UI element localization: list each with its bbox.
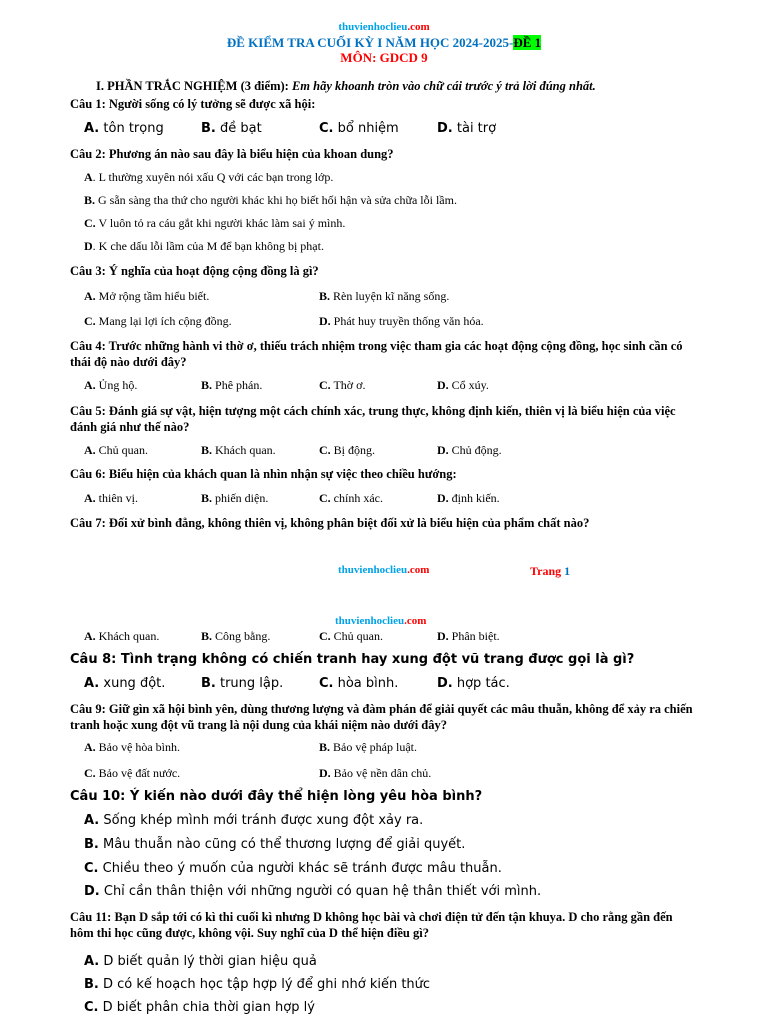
option-8b[interactable]: B. trung lập.	[201, 676, 284, 691]
option-7b[interactable]: B. Công bằng.	[201, 629, 271, 643]
brand-name: thuvienhoclieu	[338, 21, 408, 33]
option-7d[interactable]: D. Phân biệt.	[437, 629, 500, 643]
option-10d[interactable]: D. Chỉ cần thân thiện với những người có quan hệ thân thiết với mình.	[84, 884, 542, 899]
question-2: Câu 2: Phương án nào sau đây là biểu hiện của khoan dung?	[70, 147, 394, 161]
option-10a[interactable]: A. Sống khép mình mới tránh được xung đột xảy ra.	[84, 813, 424, 828]
option-5a[interactable]: A. Chủ quan.	[84, 443, 149, 457]
option-4d[interactable]: D. Cổ xúy.	[437, 378, 489, 392]
option-8c[interactable]: C. hòa bình.	[319, 676, 399, 691]
option-2b[interactable]: B. G sẵn sàng tha thứ cho người khác khi họ biết hối hận và sửa chữa lỗi lầm.	[84, 193, 457, 207]
question-9: Câu 9: Giữ gìn xã hội bình yên, dùng thương lượng và đàm phán để giải quyết các mâu thuẫn, không để xảy ra chiến tranh hoặc xung đột vũ trang là nội dung của khái niệm nào dưới đây?	[70, 702, 693, 732]
option-5b[interactable]: B. Khách quan.	[201, 443, 276, 457]
option-6d[interactable]: D. định kiến.	[437, 491, 500, 505]
question-3: Câu 3: Ý nghĩa của hoạt động cộng đồng là gì?	[70, 264, 319, 278]
option-5d[interactable]: D. Chủ động.	[437, 443, 502, 457]
option-11a[interactable]: A. D biết quản lý thời gian hiệu quả	[84, 954, 317, 969]
option-11b[interactable]: B. D có kế hoạch học tập hợp lý để ghi nhớ kiến thức	[84, 977, 431, 992]
site-brand-footer: thuvienhoclieu.com	[338, 564, 430, 576]
option-6b[interactable]: B. phiến diện.	[201, 491, 269, 505]
exam-code-highlight: ĐỀ 1	[513, 35, 542, 50]
option-3c[interactable]: C. Mang lại lợi ích cộng đồng.	[84, 314, 232, 328]
option-9c[interactable]: C. Bảo vệ đất nước.	[84, 766, 181, 780]
option-8d[interactable]: D. hợp tác.	[437, 676, 510, 691]
brand-domain: .com	[407, 21, 430, 33]
page-number: Trang 1	[530, 564, 571, 578]
option-2c[interactable]: C. V luôn tỏ ra cáu gắt khi người khác làm sai ý mình.	[84, 216, 346, 230]
question-10: Câu 10: Ý kiến nào dưới đây thể hiện lòng yêu hòa bình?	[70, 789, 483, 804]
option-6c[interactable]: C. chính xác.	[319, 491, 383, 505]
site-brand-top	[0, 21, 768, 33]
option-1c[interactable]: C. bổ nhiệm	[319, 121, 399, 136]
option-4a[interactable]: A. Ủng hộ.	[84, 378, 138, 392]
question-6: Câu 6: Biểu hiện của khách quan là nhìn nhận sự việc theo chiều hướng:	[70, 467, 457, 481]
question-11: Câu 11: Bạn D sắp tới có kì thi cuối kì nhưng D không học bài và chơi điện tử đến tận khuya. D cho rằng gần đến hôm thi học cũng được, không vội. Suy nghĩ của D thể hiện điều gì?	[70, 910, 673, 940]
option-7c[interactable]: C. Chủ quan.	[319, 629, 384, 643]
question-7: Câu 7: Đối xử bình đẳng, không thiên vị, không phân biệt đối xử là biểu hiện của phẩm chất nào?	[70, 516, 590, 530]
option-7a[interactable]: A. Khách quan.	[84, 629, 160, 643]
option-1d[interactable]: D. tài trợ	[437, 121, 497, 136]
option-5c[interactable]: C. Bị động.	[319, 443, 376, 457]
option-1a[interactable]: A. tôn trọng	[84, 121, 164, 136]
option-9a[interactable]: A. Bảo vệ hòa bình.	[84, 740, 180, 754]
option-4b[interactable]: B. Phê phán.	[201, 378, 263, 392]
option-11c[interactable]: C. D biết phân chia thời gian hợp lý	[84, 1000, 315, 1015]
option-6a[interactable]: A. thiên vị.	[84, 491, 138, 505]
option-10b[interactable]: B. Mâu thuẫn nào cũng có thể thương lượng để giải quyết.	[84, 837, 466, 852]
option-8a[interactable]: A. xung đột.	[84, 676, 166, 691]
option-2a[interactable]: A. L thường xuyên nói xấu Q với các bạn trong lớp.	[84, 170, 334, 184]
option-9b[interactable]: B. Bảo vệ pháp luật.	[319, 740, 417, 754]
question-4: Câu 4: Trước những hành vi thờ ơ, thiếu trách nhiệm trong việc tham gia các hoạt động cộng đồng, học sinh cần có thái độ nào dưới đây?	[70, 339, 683, 369]
section-heading: I. PHẦN TRẮC NGHIỆM (3 điểm): Em hãy khoanh tròn vào chữ cái trước ý trả lời đúng nhất.	[96, 79, 596, 93]
question-1: Câu 1: Người sống có lý tưởng sẽ được xã hội:	[70, 97, 316, 111]
site-brand-page2: thuvienhoclieu.com	[335, 615, 427, 627]
option-3d[interactable]: D. Phát huy truyền thống văn hóa.	[319, 314, 484, 328]
exam-title: ĐỀ KIỂM TRA CUỐI KỲ I NĂM HỌC 2024-2025-ĐỀ 1	[226, 35, 542, 50]
option-2d[interactable]: D. K che dấu lỗi lầm của M để bạn không bị phạt.	[84, 239, 324, 253]
option-10c[interactable]: C. Chiều theo ý muốn của người khác sẽ tránh được mâu thuẫn.	[84, 861, 502, 876]
option-4c[interactable]: C. Thờ ơ.	[319, 378, 366, 392]
option-3b[interactable]: B. Rèn luyện kĩ năng sống.	[319, 289, 450, 303]
option-1b[interactable]: B. đề bạt	[201, 121, 262, 136]
question-8: Câu 8: Tình trạng không có chiến tranh hay xung đột vũ trang được gọi là gì?	[70, 652, 635, 667]
exam-subject: MÔN: GDCD 9	[340, 50, 428, 65]
option-9d[interactable]: D. Bảo vệ nền dân chủ.	[319, 766, 432, 780]
question-5: Câu 5: Đánh giá sự vật, hiện tượng một cách chính xác, trung thực, không định kiến, thiên vị là biểu hiện của việc đánh giá như thế nào?	[70, 404, 676, 434]
option-3a[interactable]: A. Mở rộng tầm hiểu biết.	[84, 289, 210, 303]
